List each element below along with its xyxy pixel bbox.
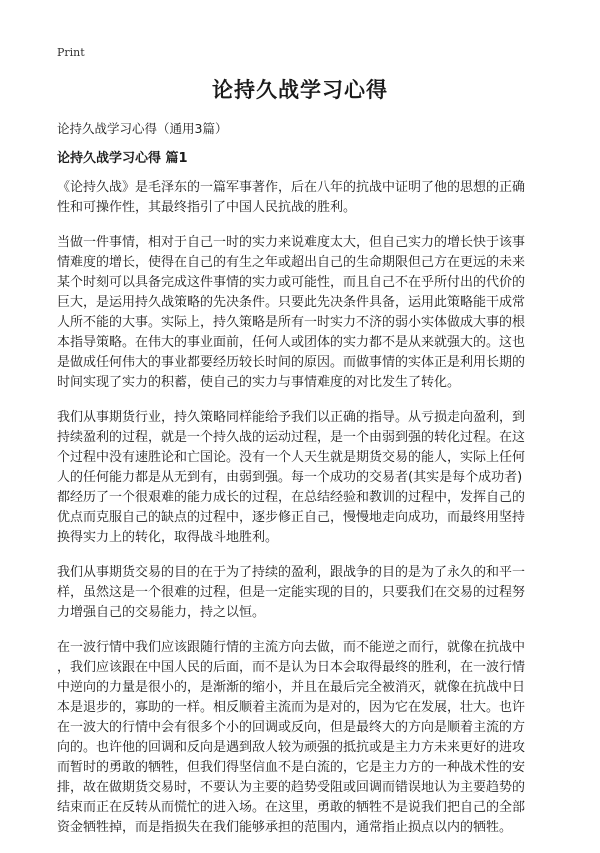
paragraph-line: 在一波大的行情中会有很多个小的回调或反向，但是最终大的方向是顺着主流的方: [57, 720, 526, 735]
paragraph: [57, 563, 555, 623]
paragraph-line: 人所不能的大事。实际上，持久策略是所有一时实力不济的弱小实体做成大事的根: [57, 315, 526, 330]
paragraph-line: 我们从事期货交易的目的在于为了持续的盈利，跟战争的目的是为了永久的和平一: [57, 565, 526, 580]
paragraph-line: 向的。也许他的回调和反向是遇到敌人较为顽强的抵抗或是主力方未来更好的进攻: [57, 740, 526, 755]
paragraph-line: 某个时刻可以具备完成这件事情的实力或可能性，而且自己不在乎所付出的代价的: [57, 275, 526, 290]
paragraph-line: 而暂时的勇敢的牺牲，但我们得坚信血不是白流的，它是主力方的一种战术性的安: [57, 760, 526, 775]
paragraph: [57, 408, 555, 548]
paragraph-line: 性和可操作性，其最终指引了中国人民抗战的胜利。: [57, 200, 357, 215]
paragraph-line: 排，故在做期货交易时，不要认为主要的趋势受阻或回调而错误地认为主要趋势的: [57, 780, 526, 795]
paragraph: [57, 178, 555, 218]
paragraph-line: 优点而克服自己的缺点的过程中，逐步修正自己，慢慢地走向成功，而最终用坚持: [57, 510, 526, 525]
paragraph-line: 中逆向的力量是很小的，是渐渐的缩小，并且在最后完全被消灭，就像在抗战中日: [57, 680, 526, 695]
paragraph: [57, 233, 555, 393]
paragraph-line: ，我们应该跟在中国人民的后面，而不是认为日本会取得最终的胜利，在一波行情: [57, 660, 526, 675]
document-subtitle: 论持久战学习心得（通用3篇）: [57, 121, 228, 136]
paragraph-line: 持续盈利的过程，就是一个持久战的运动过程，是一个由弱到强的转化过程。在这: [57, 430, 526, 445]
paragraph-line: 结束而正在反转从而慌忙的进入场。在这里，勇敢的牺牲不是说我们把自己的全部: [57, 800, 526, 815]
paragraph-line: 本是退步的，寡助的一样。相反顺着主流而为是对的，因为它在发展，壮大。也许: [57, 700, 526, 715]
paragraph-line: 资金牺牲掉，而是指损失在我们能够承担的范围内，通常指止损点以内的牺牲。: [57, 820, 513, 835]
paragraph-line: 人的任何能力都是从无到有，由弱到强。每一个成功的交易者(其实是每个成功者): [57, 470, 523, 485]
paragraph-line: 在一波行情中我们应该跟随行情的主流方向去做，而不能逆之而行，就像在抗战中: [57, 640, 526, 655]
paragraph-line: 巨大，是运用持久战策略的先决条件。只要此先决条件具备，运用此策略能干成常: [57, 295, 526, 310]
section-heading: 论持久战学习心得 篇1: [57, 151, 188, 166]
paragraph-line: 本指导策略。在伟大的事业面前，任何人或团体的实力都不是从来就强大的。这也: [57, 335, 526, 350]
paragraph-line: 都经历了一个很艰难的能力成长的过程，在总结经验和教训的过程中，发挥自己的: [57, 490, 526, 505]
paragraph-line: 《论持久战》是毛泽东的一篇军事著作，后在八年的抗战中证明了他的思想的正确: [57, 180, 526, 195]
paragraph-line: 我们从事期货行业，持久策略同样能给予我们以正确的指导。从亏损走向盈利，到: [57, 410, 526, 425]
paragraph-line: 个过程中没有速胜论和亡国论。没有一个人天生就是期货交易的能人，实际上任何: [57, 450, 526, 465]
paragraph-line: 是做成任何伟大的事业都要经历较长时间的原因。而做事情的实体正是利用长期的: [57, 355, 526, 370]
paragraph-line: 力增强自己的交易能力，持之以恒。: [57, 605, 266, 620]
paragraph-line: 样，虽然这是一个很难的过程，但是一定能实现的目的，只要我们在交易的过程努: [57, 585, 526, 600]
article-body: [57, 178, 555, 853]
paragraph-line: 当做一件事情，相对于自己一时的实力来说难度太大，但自己实力的增长快于该事: [57, 235, 526, 250]
paragraph: [57, 638, 555, 838]
paragraph-line: 换得实力上的转化，取得战斗地胜利。: [57, 530, 279, 545]
print-link[interactable]: Print: [57, 46, 85, 59]
page-title: 论持久战学习心得: [212, 78, 388, 102]
paragraph-line: 情难度的增长，使得在自己的有生之年或超出自己的生命期限但己方在更远的未来: [57, 255, 526, 270]
paragraph-line: 时间实现了实力的积蓄，使自己的实力与事情难度的对比发生了转化。: [57, 375, 461, 390]
